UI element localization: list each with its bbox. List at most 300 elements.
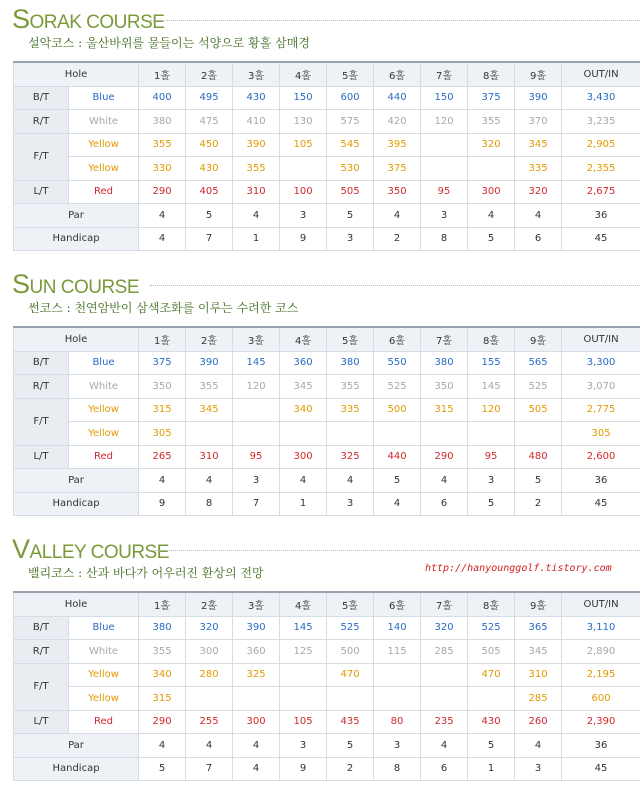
course-title-initial: V [12, 534, 30, 564]
yardage-cell: 495 [186, 86, 233, 110]
handicap-cell: 8 [186, 492, 233, 516]
hole-number: 3홀 [233, 62, 280, 86]
yardage-cell: 375 [374, 157, 421, 181]
tee-label: B/T [14, 351, 69, 375]
hole-number: 5홀 [327, 592, 374, 616]
tee-row [14, 616, 640, 640]
handicap-row [14, 227, 640, 251]
hole-number: 5홀 [327, 62, 374, 86]
handicap-cell: 1 [468, 757, 515, 781]
yardage-cell: 100 [280, 180, 327, 204]
tee-row [14, 640, 640, 664]
par-cell: 4 [515, 204, 562, 228]
yardage-cell [515, 422, 562, 446]
course-subtitle-text: 설악코스 : 울산바위를 물들이는 석양으로 황홀 삼매경 [28, 36, 310, 50]
yardage-total: 2,890 [562, 640, 640, 664]
yardage-total: 305 [562, 422, 640, 446]
par-cell: 3 [233, 469, 280, 493]
yardage-cell: 120 [233, 375, 280, 399]
course-title-row [0, 265, 640, 297]
par-label: Par [14, 469, 139, 493]
yardage-cell: 430 [233, 86, 280, 110]
par-total: 36 [562, 204, 640, 228]
par-cell: 4 [139, 204, 186, 228]
hole-number: 8홀 [468, 62, 515, 86]
yardage-cell: 380 [139, 110, 186, 134]
tee-label: F/T [14, 663, 69, 710]
yardage-cell [233, 687, 280, 711]
yardage-cell: 350 [374, 180, 421, 204]
tee-color-name: Yellow [69, 133, 139, 157]
tee-row [14, 110, 640, 134]
yardage-cell: 430 [468, 710, 515, 734]
yardage-total: 3,235 [562, 110, 640, 134]
yardage-cell: 355 [139, 640, 186, 664]
yardage-cell: 300 [280, 445, 327, 469]
yardage-cell: 315 [139, 687, 186, 711]
tee-color-name: Yellow [69, 422, 139, 446]
par-row [14, 734, 640, 758]
handicap-label: Handicap [14, 492, 139, 516]
yardage-cell: 525 [327, 616, 374, 640]
tee-color-name: White [69, 110, 139, 134]
yardage-cell [468, 687, 515, 711]
yardage-cell: 290 [139, 180, 186, 204]
yardage-cell: 95 [421, 180, 468, 204]
par-cell: 4 [327, 469, 374, 493]
course-title-initial: S [12, 269, 30, 299]
hole-number: 2홀 [186, 62, 233, 86]
yardage-total: 600 [562, 687, 640, 711]
hole-number: 7홀 [421, 327, 468, 351]
handicap-cell: 9 [280, 757, 327, 781]
yardage-cell: 95 [468, 445, 515, 469]
hole-number: 6홀 [374, 62, 421, 86]
handicap-cell: 2 [515, 492, 562, 516]
yardage-cell: 335 [327, 398, 374, 422]
yardage-cell: 525 [515, 375, 562, 399]
hole-number: 8홀 [468, 592, 515, 616]
handicap-cell: 4 [374, 492, 421, 516]
handicap-cell: 5 [468, 492, 515, 516]
par-cell: 4 [139, 469, 186, 493]
tee-color-name: Yellow [69, 663, 139, 687]
tee-color-name: Yellow [69, 398, 139, 422]
yardage-cell: 260 [515, 710, 562, 734]
course-title-initial: S [12, 4, 30, 34]
yardage-cell: 300 [468, 180, 515, 204]
par-cell: 3 [280, 734, 327, 758]
tee-color-name: Yellow [69, 687, 139, 711]
yardage-total: 2,355 [562, 157, 640, 181]
yardage-cell: 355 [186, 375, 233, 399]
hole-number: 9홀 [515, 62, 562, 86]
handicap-cell: 4 [139, 227, 186, 251]
tee-row [14, 422, 640, 446]
yardage-cell: 300 [233, 710, 280, 734]
handicap-cell: 8 [421, 227, 468, 251]
yardage-cell: 390 [515, 86, 562, 110]
section-gap [0, 516, 640, 530]
yardage-cell: 340 [280, 398, 327, 422]
scorecard-table [13, 591, 640, 781]
par-cell: 4 [139, 734, 186, 758]
par-row [14, 469, 640, 493]
yardage-cell: 395 [374, 133, 421, 157]
tee-label: L/T [14, 180, 69, 204]
yardage-cell: 310 [186, 445, 233, 469]
yardage-cell: 355 [468, 110, 515, 134]
course-section [0, 530, 640, 781]
yardage-cell [421, 663, 468, 687]
yardage-cell: 320 [421, 616, 468, 640]
dotted-divider [150, 550, 640, 551]
yardage-cell: 380 [139, 616, 186, 640]
yardage-cell: 575 [327, 110, 374, 134]
handicap-row [14, 492, 640, 516]
hole-number: 1홀 [139, 592, 186, 616]
tee-row [14, 157, 640, 181]
yardage-cell: 140 [374, 616, 421, 640]
hole-number: 3홀 [233, 327, 280, 351]
tee-color-name: Blue [69, 616, 139, 640]
par-cell: 4 [421, 469, 468, 493]
yardage-cell [374, 663, 421, 687]
yardage-cell [327, 687, 374, 711]
par-cell: 5 [186, 204, 233, 228]
par-cell: 5 [468, 734, 515, 758]
yardage-cell: 525 [374, 375, 421, 399]
yardage-cell: 125 [280, 640, 327, 664]
yardage-cell: 120 [421, 110, 468, 134]
yardage-cell [421, 157, 468, 181]
handicap-cell: 5 [468, 227, 515, 251]
yardage-cell: 95 [233, 445, 280, 469]
course-title-rest: UN COURSE [29, 277, 140, 298]
out-in-header: OUT/IN [562, 62, 640, 86]
course-subtitle [0, 297, 640, 326]
handicap-cell: 8 [374, 757, 421, 781]
header-row [14, 592, 640, 616]
handicap-label: Handicap [14, 227, 139, 251]
hole-number: 4홀 [280, 592, 327, 616]
hole-number: 6홀 [374, 327, 421, 351]
tee-label: L/T [14, 445, 69, 469]
hole-number: 9홀 [515, 327, 562, 351]
handicap-cell: 1 [233, 227, 280, 251]
yardage-cell: 475 [186, 110, 233, 134]
tee-color-name: Blue [69, 351, 139, 375]
tee-color-name: Red [69, 180, 139, 204]
handicap-cell: 2 [374, 227, 421, 251]
yardage-cell: 150 [280, 86, 327, 110]
tee-color-name: White [69, 640, 139, 664]
yardage-cell: 410 [233, 110, 280, 134]
handicap-cell: 7 [186, 757, 233, 781]
yardage-cell: 380 [327, 351, 374, 375]
hole-number: 6홀 [374, 592, 421, 616]
course-title [12, 534, 169, 565]
handicap-label: Handicap [14, 757, 139, 781]
handicap-total: 45 [562, 227, 640, 251]
yardage-cell: 470 [468, 663, 515, 687]
yardage-cell: 530 [327, 157, 374, 181]
course-title-rest: ALLEY COURSE [29, 542, 169, 563]
yardage-cell [280, 687, 327, 711]
yardage-cell: 480 [515, 445, 562, 469]
course-subtitle-text: 썬코스 : 천연암반이 삼색조화를 이루는 수려한 코스 [28, 301, 299, 315]
yardage-cell: 470 [327, 663, 374, 687]
course-subtitle [0, 562, 640, 591]
hole-number: 7홀 [421, 62, 468, 86]
scorecard-table [13, 61, 640, 251]
par-cell: 3 [280, 204, 327, 228]
par-cell: 5 [327, 204, 374, 228]
yardage-cell: 290 [139, 710, 186, 734]
yardage-cell: 235 [421, 710, 468, 734]
yardage-cell: 320 [515, 180, 562, 204]
header-row [14, 327, 640, 351]
handicap-total: 45 [562, 492, 640, 516]
yardage-total: 2,390 [562, 710, 640, 734]
yardage-cell: 325 [233, 663, 280, 687]
yardage-cell: 155 [468, 351, 515, 375]
yardage-cell [280, 422, 327, 446]
yardage-cell: 305 [139, 422, 186, 446]
handicap-cell: 4 [233, 757, 280, 781]
par-label: Par [14, 204, 139, 228]
yardage-cell: 360 [233, 640, 280, 664]
yardage-cell: 375 [139, 351, 186, 375]
par-cell: 3 [374, 734, 421, 758]
tee-row [14, 398, 640, 422]
yardage-cell: 310 [233, 180, 280, 204]
hole-number: 9홀 [515, 592, 562, 616]
yardage-cell [421, 687, 468, 711]
yardage-cell: 145 [233, 351, 280, 375]
par-cell: 4 [186, 469, 233, 493]
tee-color-name: Red [69, 445, 139, 469]
tee-label: R/T [14, 640, 69, 664]
par-cell: 4 [374, 204, 421, 228]
handicap-cell: 9 [139, 492, 186, 516]
yardage-cell: 285 [421, 640, 468, 664]
par-label: Par [14, 734, 139, 758]
yardage-cell: 390 [233, 616, 280, 640]
hole-number: 4홀 [280, 62, 327, 86]
yardage-cell: 340 [139, 663, 186, 687]
yardage-cell: 380 [421, 351, 468, 375]
handicap-cell: 9 [280, 227, 327, 251]
course-title-rest: ORAK COURSE [29, 12, 165, 33]
yardage-cell [280, 663, 327, 687]
yardage-total: 2,675 [562, 180, 640, 204]
hole-number: 7홀 [421, 592, 468, 616]
tee-label: B/T [14, 616, 69, 640]
yardage-cell [374, 422, 421, 446]
yardage-total: 3,110 [562, 616, 640, 640]
yardage-cell: 290 [421, 445, 468, 469]
handicap-cell: 3 [515, 757, 562, 781]
site-url-link[interactable]: http://hanyounggolf.tistory.com [425, 563, 612, 574]
hole-number: 2홀 [186, 592, 233, 616]
tee-row [14, 710, 640, 734]
yardage-cell: 300 [186, 640, 233, 664]
yardage-cell: 115 [374, 640, 421, 664]
tee-label: F/T [14, 398, 69, 445]
tee-row [14, 351, 640, 375]
tee-row [14, 375, 640, 399]
par-cell: 4 [468, 204, 515, 228]
yardage-cell: 350 [421, 375, 468, 399]
tee-row [14, 180, 640, 204]
yardage-cell: 330 [139, 157, 186, 181]
course-section [0, 0, 640, 265]
par-cell: 4 [280, 469, 327, 493]
yardage-cell: 320 [186, 616, 233, 640]
yardage-cell: 285 [515, 687, 562, 711]
yardage-cell: 325 [327, 445, 374, 469]
tee-label: F/T [14, 133, 69, 180]
par-total: 36 [562, 734, 640, 758]
hole-header: Hole [14, 327, 139, 351]
yardage-total: 2,195 [562, 663, 640, 687]
yardage-cell: 505 [515, 398, 562, 422]
par-cell: 4 [233, 204, 280, 228]
yardage-cell: 500 [327, 640, 374, 664]
yardage-total: 3,300 [562, 351, 640, 375]
yardage-total: 3,430 [562, 86, 640, 110]
tee-label: R/T [14, 375, 69, 399]
yardage-cell: 355 [233, 157, 280, 181]
out-in-header: OUT/IN [562, 327, 640, 351]
yardage-cell: 345 [515, 640, 562, 664]
yardage-cell: 345 [186, 398, 233, 422]
dotted-divider [150, 285, 640, 286]
header-row [14, 62, 640, 86]
yardage-cell: 405 [186, 180, 233, 204]
yardage-cell: 320 [468, 133, 515, 157]
yardage-cell [421, 422, 468, 446]
par-cell: 3 [468, 469, 515, 493]
yardage-cell: 390 [233, 133, 280, 157]
yardage-cell: 130 [280, 110, 327, 134]
tee-row [14, 133, 640, 157]
yardage-cell: 440 [374, 445, 421, 469]
course-title-row [0, 0, 640, 32]
hole-header: Hole [14, 592, 139, 616]
yardage-total: 2,600 [562, 445, 640, 469]
yardage-cell: 435 [327, 710, 374, 734]
yardage-cell: 500 [374, 398, 421, 422]
yardage-total: 2,905 [562, 133, 640, 157]
yardage-cell [233, 398, 280, 422]
tee-row [14, 687, 640, 711]
course-title [12, 269, 139, 300]
tee-label: L/T [14, 710, 69, 734]
yardage-cell: 375 [468, 86, 515, 110]
yardage-cell: 355 [327, 375, 374, 399]
hole-number: 4홀 [280, 327, 327, 351]
yardage-total: 2,775 [562, 398, 640, 422]
out-in-header: OUT/IN [562, 592, 640, 616]
hole-number: 8홀 [468, 327, 515, 351]
yardage-cell: 390 [186, 351, 233, 375]
yardage-cell [468, 422, 515, 446]
handicap-cell: 1 [280, 492, 327, 516]
yardage-cell: 345 [515, 133, 562, 157]
yardage-cell: 450 [186, 133, 233, 157]
yardage-cell: 145 [468, 375, 515, 399]
yardage-cell: 335 [515, 157, 562, 181]
tee-color-name: Blue [69, 86, 139, 110]
yardage-cell: 255 [186, 710, 233, 734]
hole-header: Hole [14, 62, 139, 86]
dotted-divider [150, 20, 640, 21]
scorecard-table [13, 326, 640, 516]
yardage-cell: 145 [280, 616, 327, 640]
par-cell: 4 [186, 734, 233, 758]
handicap-cell: 7 [233, 492, 280, 516]
yardage-cell: 565 [515, 351, 562, 375]
course-section [0, 265, 640, 530]
yardage-cell: 400 [139, 86, 186, 110]
yardage-cell: 265 [139, 445, 186, 469]
handicap-total: 45 [562, 757, 640, 781]
yardage-cell: 365 [515, 616, 562, 640]
par-cell: 4 [421, 734, 468, 758]
par-cell: 4 [515, 734, 562, 758]
yardage-cell [421, 133, 468, 157]
handicap-cell: 6 [421, 757, 468, 781]
yardage-total: 3,070 [562, 375, 640, 399]
yardage-cell [327, 422, 374, 446]
yardage-cell: 345 [280, 375, 327, 399]
yardage-cell: 600 [327, 86, 374, 110]
handicap-cell: 6 [421, 492, 468, 516]
yardage-cell: 105 [280, 710, 327, 734]
hole-number: 5홀 [327, 327, 374, 351]
yardage-cell [186, 422, 233, 446]
yardage-cell: 355 [139, 133, 186, 157]
tee-row [14, 663, 640, 687]
tee-label: R/T [14, 110, 69, 134]
course-subtitle [0, 32, 640, 61]
yardage-cell [186, 687, 233, 711]
yardage-cell: 525 [468, 616, 515, 640]
handicap-cell: 2 [327, 757, 374, 781]
hole-number: 3홀 [233, 592, 280, 616]
par-cell: 5 [327, 734, 374, 758]
yardage-cell [374, 687, 421, 711]
handicap-cell: 7 [186, 227, 233, 251]
handicap-cell: 3 [327, 227, 374, 251]
par-cell: 4 [233, 734, 280, 758]
yardage-cell: 420 [374, 110, 421, 134]
yardage-cell: 440 [374, 86, 421, 110]
course-title [12, 4, 164, 35]
yardage-cell: 430 [186, 157, 233, 181]
yardage-cell: 310 [515, 663, 562, 687]
tee-color-name: Yellow [69, 157, 139, 181]
handicap-row [14, 757, 640, 781]
yardage-cell: 550 [374, 351, 421, 375]
tee-color-name: White [69, 375, 139, 399]
yardage-cell: 105 [280, 133, 327, 157]
yardage-cell: 545 [327, 133, 374, 157]
yardage-cell: 505 [468, 640, 515, 664]
handicap-cell: 6 [515, 227, 562, 251]
